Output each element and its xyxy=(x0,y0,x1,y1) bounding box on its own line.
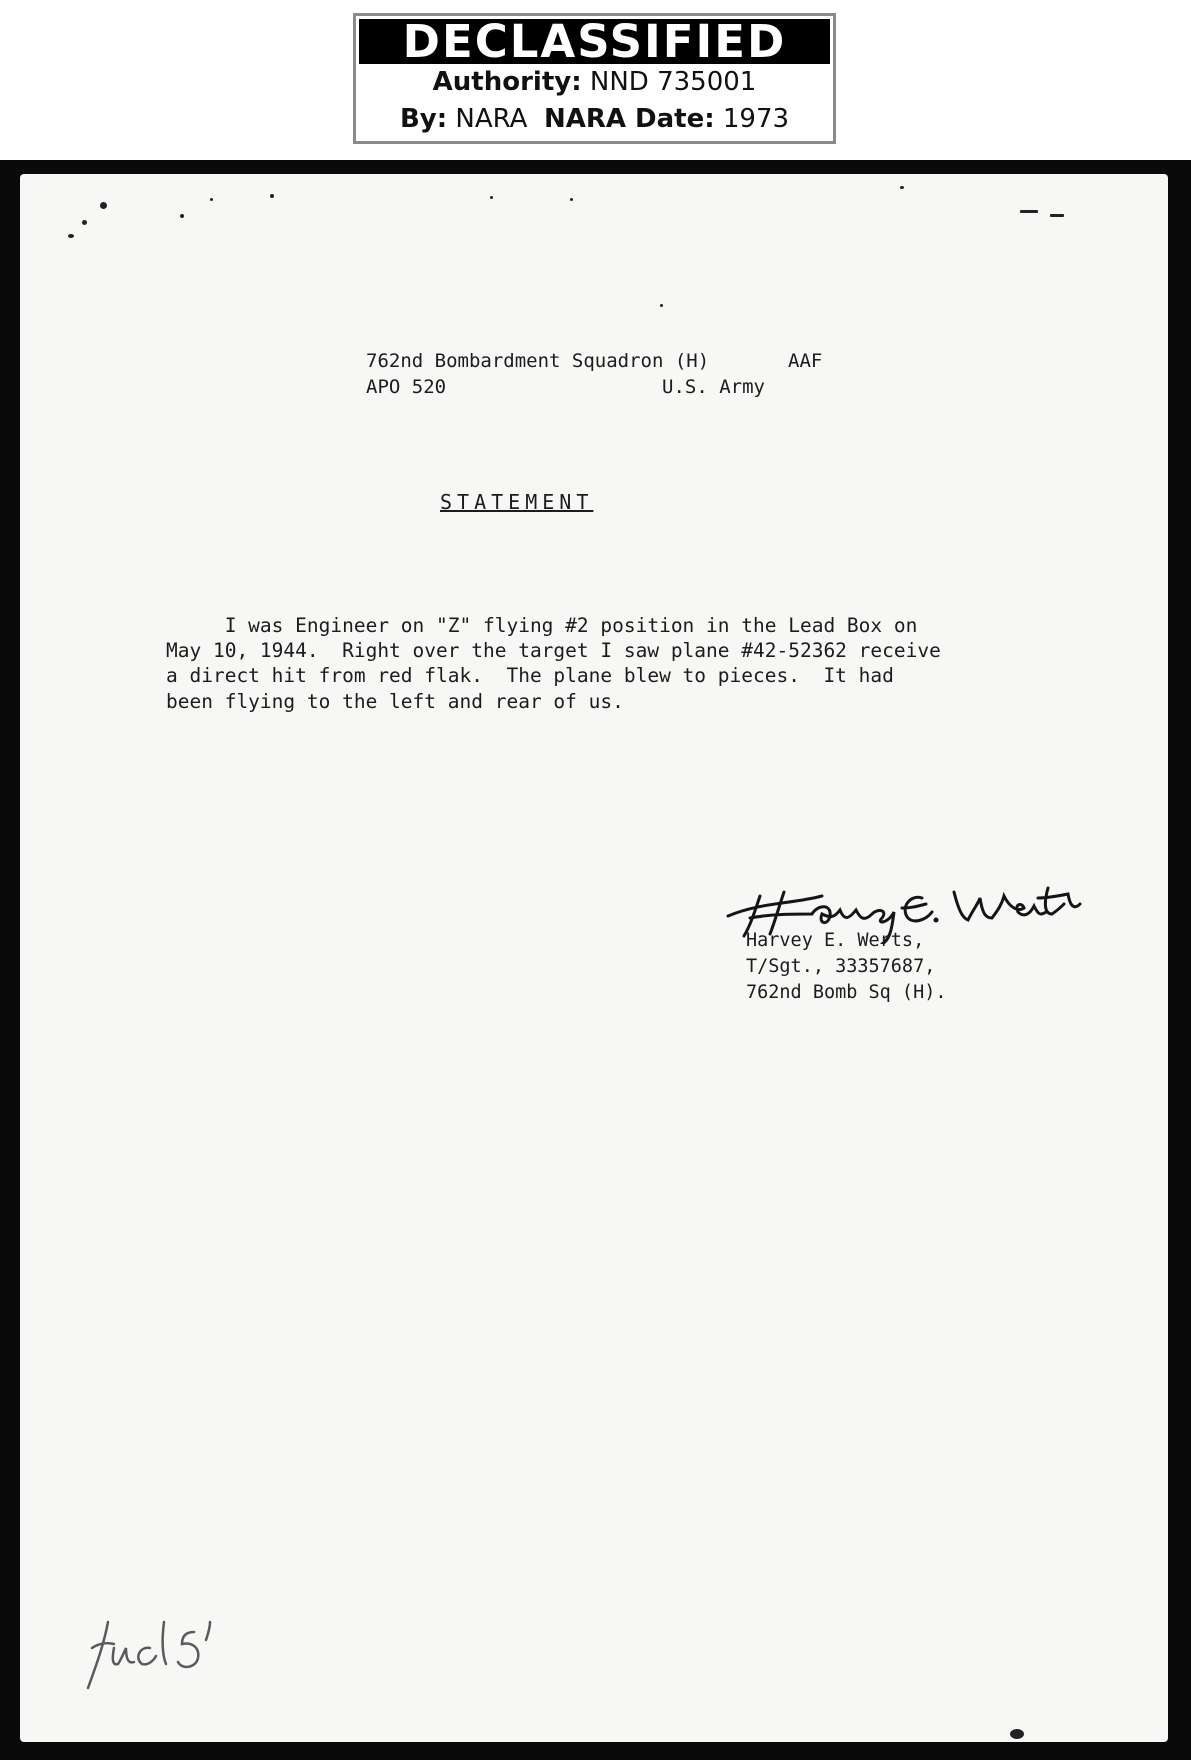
statement-line-1: I was Engineer on "Z" flying #2 position in the Lead Box on xyxy=(166,614,918,637)
statement-line-2: May 10, 1944. Right over the target I saw plane #42-52362 receive xyxy=(166,639,941,662)
statement-line-4: been flying to the left and rear of us. xyxy=(166,690,624,713)
signature-name: Harvey E. Werts, xyxy=(746,930,925,951)
stamp-by-label: By: xyxy=(399,104,448,134)
letterhead-apo: APO 520 xyxy=(366,376,447,398)
letterhead-army: U.S. Army xyxy=(662,376,765,398)
document-title: STATEMENT xyxy=(440,490,594,514)
stamp-date-value: 1973 xyxy=(722,104,790,134)
signature-unit: 762nd Bomb Sq (H). xyxy=(746,982,947,1003)
signature-rank-serial: T/Sgt., 33357687, xyxy=(746,956,936,977)
document-sheet xyxy=(20,174,1168,1742)
stamp-authority-value: NND 735001 xyxy=(589,67,757,97)
declassified-stamp xyxy=(353,13,836,144)
scanned-page-frame xyxy=(0,160,1191,1760)
handwritten-annotation xyxy=(78,1614,278,1694)
stamp-date-label: NARA Date: xyxy=(543,104,715,134)
letterhead-unit: 762nd Bombardment Squadron (H) xyxy=(366,350,710,372)
stamp-heading: DECLASSIFIED xyxy=(359,19,830,64)
letterhead-air-force: AAF xyxy=(788,350,823,372)
stamp-by-line xyxy=(356,101,833,138)
stamp-authority-line xyxy=(356,64,833,101)
stamp-by-value: NARA xyxy=(455,104,528,134)
stamp-authority-label: Authority: xyxy=(432,67,582,97)
statement-line-3: a direct hit from red flak. The plane blew to pieces. It had xyxy=(166,664,894,687)
